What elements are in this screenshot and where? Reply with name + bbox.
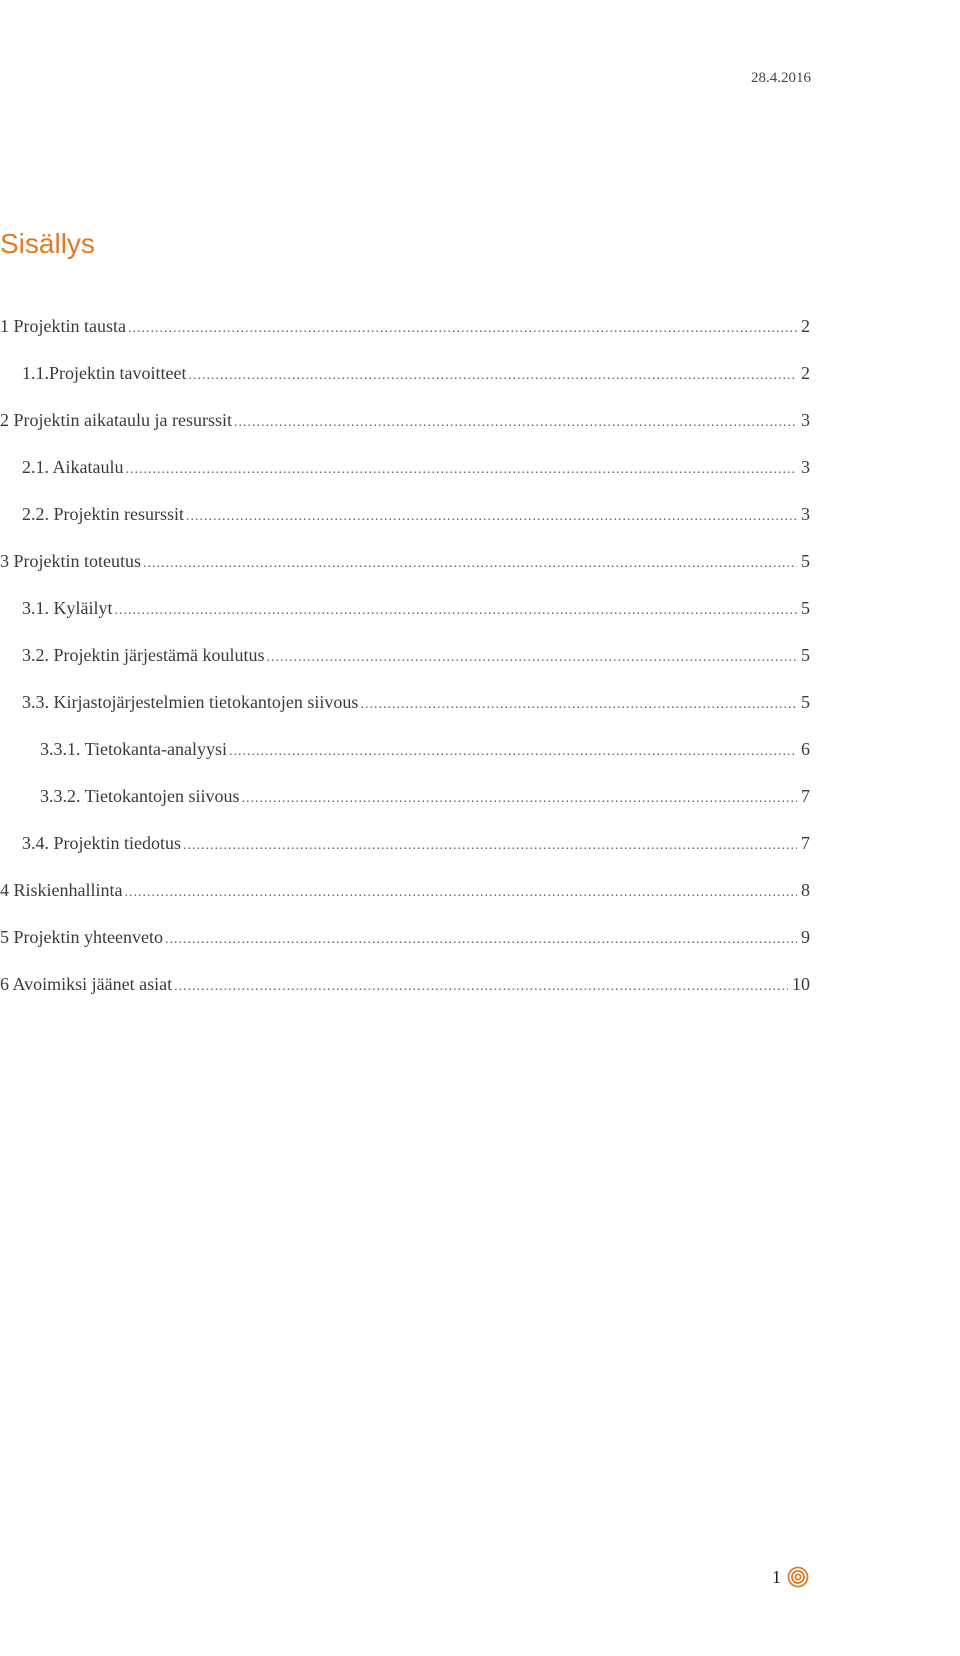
- toc-entry-page: 5: [801, 692, 810, 712]
- toc-dot-leader: [143, 556, 797, 572]
- toc-dot-leader: [242, 791, 797, 807]
- page-number: 1: [772, 1566, 781, 1587]
- toc-entry-projektin-tausta[interactable]: [0, 316, 810, 363]
- toc-entry-label: 3 Projektin toteutus: [0, 551, 141, 571]
- toc-entry-page: 3: [801, 457, 810, 477]
- toc-entry-page: 3: [801, 504, 810, 524]
- toc-entry-page: 7: [801, 786, 810, 806]
- toc-entry-page: 7: [801, 833, 810, 853]
- toc-entry-label: 6 Avoimiksi jäänet asiat: [0, 974, 173, 994]
- toc-dot-leader: [126, 462, 798, 478]
- toc-dot-leader: [186, 509, 797, 525]
- table-of-contents: [0, 316, 810, 1021]
- toc-entry-kylailyt[interactable]: [0, 598, 810, 645]
- toc-entry-projektin-toteutus[interactable]: [0, 551, 810, 598]
- toc-entry-page: 3: [801, 410, 810, 430]
- toc-entry-projektin-tavoitteet[interactable]: [0, 363, 810, 410]
- toc-dot-leader: [229, 744, 797, 760]
- toc-dot-leader: [174, 979, 788, 995]
- toc-dot-leader: [165, 932, 797, 948]
- toc-entry-tietokanta-analyysi[interactable]: [0, 739, 810, 786]
- toc-entry-projektin-yhteenveto[interactable]: [0, 927, 810, 974]
- toc-entry-label: 3.1. Kyläilyt: [22, 598, 113, 618]
- toc-entry-riskienhallinta[interactable]: [0, 880, 810, 927]
- page-footer: [772, 1566, 809, 1588]
- toc-title: Sisällys: [0, 228, 95, 259]
- toc-dot-leader: [234, 415, 797, 431]
- toc-entry-projektin-resurssit[interactable]: [0, 504, 810, 551]
- toc-entry-page: 10: [792, 974, 810, 994]
- toc-entry-tietokantojen-siivous[interactable]: [0, 786, 810, 833]
- toc-entry-page: 2: [801, 363, 810, 383]
- toc-entry-koulutus[interactable]: [0, 645, 810, 692]
- toc-dot-leader: [266, 650, 797, 666]
- toc-entry-label: 3.2. Projektin järjestämä koulutus: [22, 645, 265, 665]
- header-date: 28.4.2016: [751, 70, 811, 86]
- toc-dot-leader: [115, 603, 798, 619]
- toc-entry-page: 5: [801, 551, 810, 571]
- toc-entry-label: 2.1. Aikataulu: [22, 457, 124, 477]
- toc-entry-page: 6: [801, 739, 810, 759]
- toc-entry-label: 2 Projektin aikataulu ja resurssit: [0, 410, 232, 430]
- toc-entry-page: 2: [801, 316, 810, 336]
- toc-entry-page: 8: [801, 880, 810, 900]
- toc-entry-label: 2.2. Projektin resurssit: [22, 504, 184, 524]
- toc-entry-page: 9: [801, 927, 810, 947]
- toc-dot-leader: [128, 321, 797, 337]
- toc-entry-label: 3.3. Kirjastojärjestelmien tietokantojen siivous: [22, 692, 359, 712]
- toc-entry-aikataulu-ja-resurssit[interactable]: [0, 410, 810, 457]
- toc-entry-label: 1 Projektin tausta: [0, 316, 126, 336]
- toc-entry-tietokantojen-siivous-main[interactable]: [0, 692, 810, 739]
- toc-dot-leader: [188, 368, 797, 384]
- toc-entry-label: 3.3.2. Tietokantojen siivous: [40, 786, 240, 806]
- toc-dot-leader: [360, 697, 797, 713]
- toc-dot-leader: [124, 885, 797, 901]
- toc-entry-label: 3.4. Projektin tiedotus: [22, 833, 181, 853]
- toc-entry-label: 1.1.Projektin tavoitteet: [22, 363, 187, 383]
- toc-entry-label: 5 Projektin yhteenveto: [0, 927, 163, 947]
- concentric-circles-icon: [787, 1566, 809, 1588]
- toc-entry-aikataulu[interactable]: [0, 457, 810, 504]
- toc-entry-avoimiksi-jaaneet-asiat[interactable]: [0, 974, 810, 1021]
- toc-entry-label: 3.3.1. Tietokanta-analyysi: [40, 739, 227, 759]
- toc-entry-projektin-tiedotus[interactable]: [0, 833, 810, 880]
- toc-entry-page: 5: [801, 598, 810, 618]
- toc-dot-leader: [183, 838, 797, 854]
- toc-entry-label: 4 Riskienhallinta: [0, 880, 123, 900]
- toc-entry-page: 5: [801, 645, 810, 665]
